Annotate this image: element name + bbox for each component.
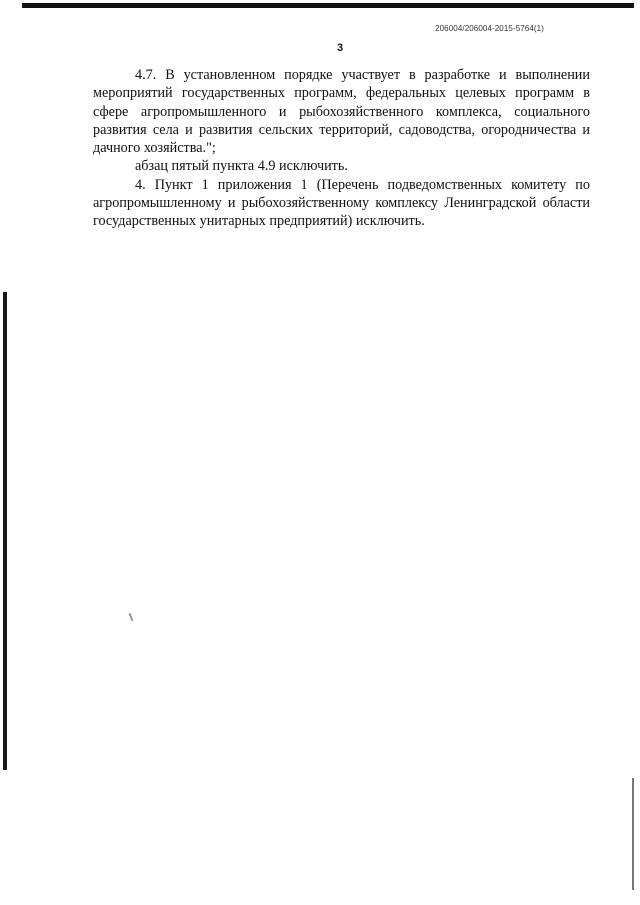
scan-top-border (22, 3, 634, 8)
document-code: 206004/206004-2015-5764(1) (435, 24, 544, 33)
paragraph-item-4: 4. Пункт 1 приложения 1 (Перечень подведомственных комитету по агропромышленному и рыбохозяйственному комплексу Ленинградской области государственных унитарных предприятий) исключить. (93, 176, 590, 230)
scan-right-edge-mark (632, 778, 634, 890)
document-body (93, 66, 590, 231)
paragraph-4-7: 4.7. В установленном порядке участвует в разработке и выполнении мероприятий государственных программ, федеральных целевых программ в сфере агропромышленного и рыбохозяйственного комплекса, социального развития села и развития сельских территорий, садоводства, огородничества и дачного хозяйства."; (93, 67, 590, 157)
paragraph-4-9-note: абзац пятый пункта 4.9 исключить. (135, 158, 348, 175)
page-number: 3 (336, 42, 344, 54)
scan-left-edge-mark (3, 292, 7, 770)
scan-speck (129, 613, 134, 621)
